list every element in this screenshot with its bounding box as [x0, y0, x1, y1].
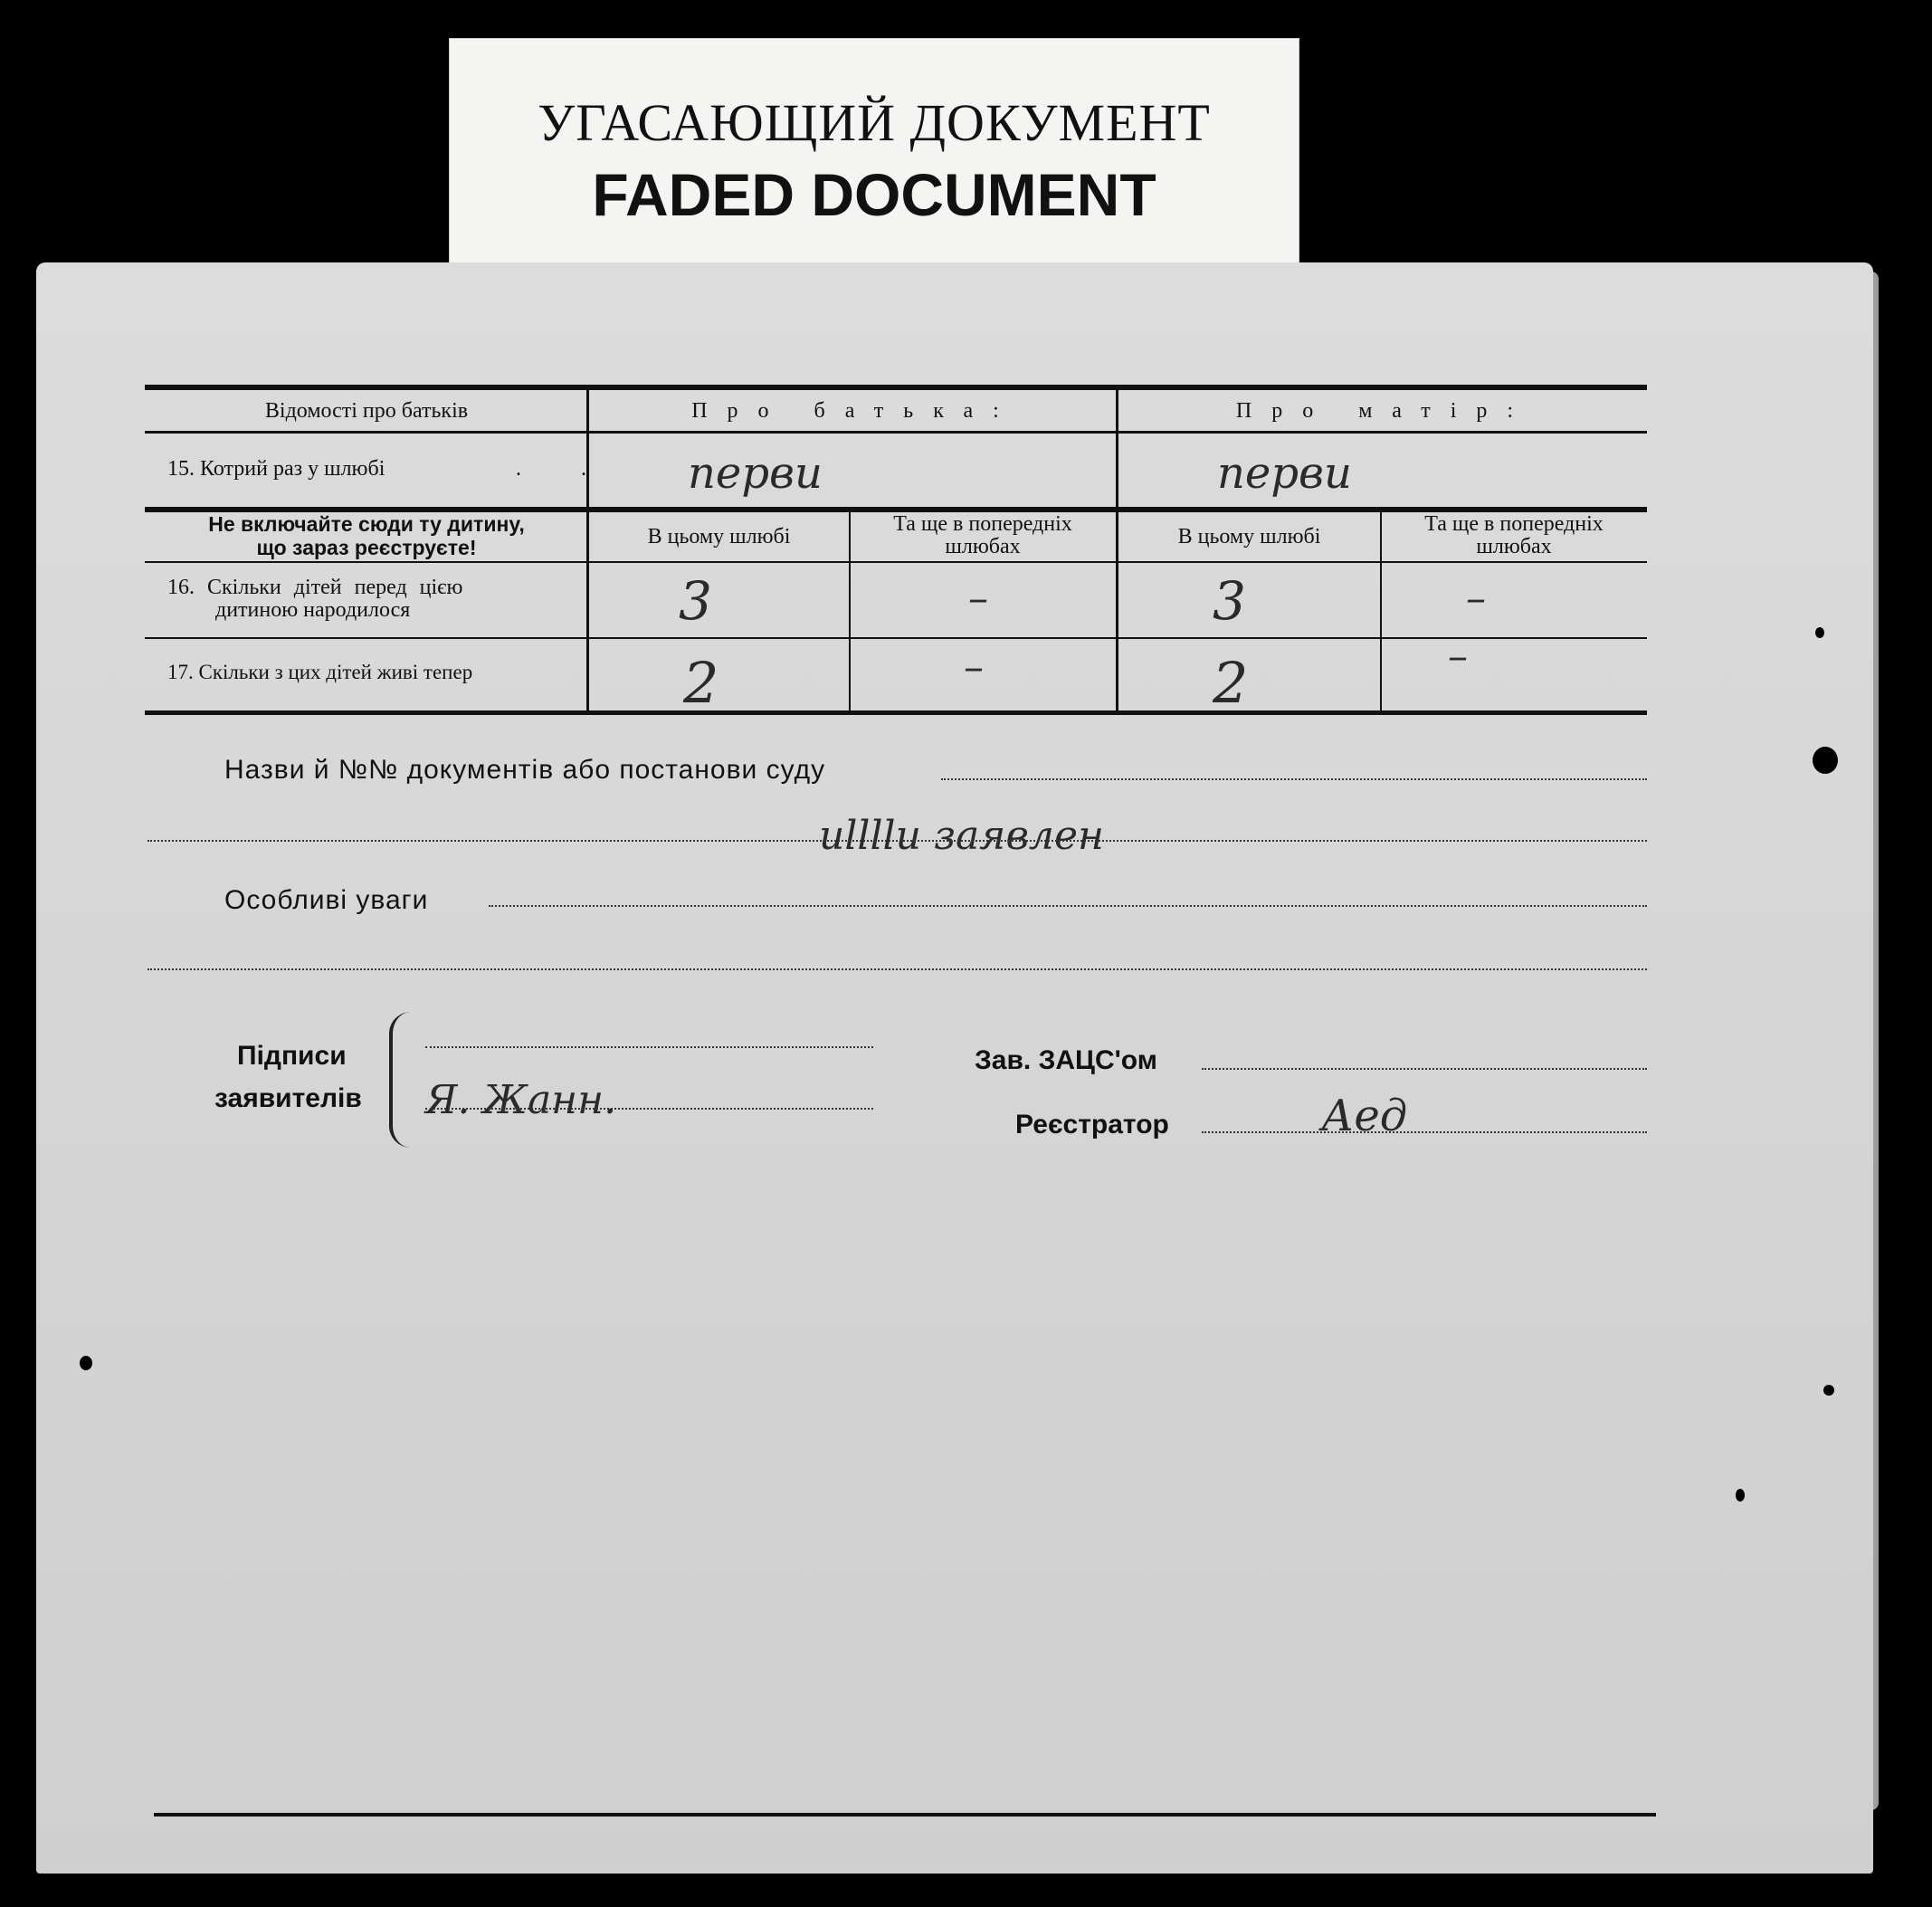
applicants-brace	[389, 1012, 411, 1148]
row17-mother-this: 2	[1213, 650, 1249, 716]
row17-father-prev: –	[964, 644, 984, 691]
row17-label: 17. Скільки з цих дітей живі тепер	[167, 661, 473, 683]
subheader-mother-prev-line1: Та ще в попередніх	[1424, 512, 1604, 536]
subheader-father-prev-line2: шлюбах	[945, 535, 1021, 558]
subheader-father-prev-line1: Та ще в попередніх	[893, 512, 1072, 536]
table-top-rule	[145, 385, 1647, 390]
documents-value: ullllu заявлен	[819, 813, 1104, 859]
table-row16-rule	[145, 637, 1647, 639]
row16-father-this: 3	[679, 570, 712, 632]
page-bottom-rule	[154, 1813, 1656, 1816]
remarks-dotted-line-2	[148, 968, 1647, 970]
registrar-label: Реєстратор	[1015, 1110, 1169, 1139]
binding-speck	[1823, 1385, 1834, 1396]
label-english: FADED DOCUMENT	[592, 161, 1156, 228]
row15-label: 15. Котрий раз у шлюбі	[167, 457, 385, 481]
table-header-rule	[145, 431, 1647, 434]
header-father: Про батька:	[691, 399, 1019, 423]
table-col-divider-3	[1116, 389, 1118, 712]
subheader-note-line2: що зараз реєструєте!	[256, 536, 477, 559]
applicants-label-line1: Підписи	[237, 1041, 347, 1071]
archive-label-slip	[449, 38, 1299, 273]
row16-label-line2: дитиною народилося	[215, 598, 411, 622]
row17-father-this: 2	[683, 650, 719, 716]
remarks-label: Особливі уваги	[224, 885, 429, 915]
registrar-signature: Аед	[1321, 1091, 1408, 1141]
subheader-note-line1: Не включайте сюди ту дитину,	[208, 512, 525, 536]
row16-label-line1: 16. Скільки дітей перед цією	[167, 576, 463, 599]
subheader-mother-prev-line2: шлюбах	[1476, 535, 1552, 558]
row15-father-value: перви	[688, 448, 823, 499]
row15-leader-dots: . .	[516, 457, 614, 481]
header-mother: Про матір:	[1235, 399, 1534, 423]
applicant-sig-line-1	[425, 1046, 873, 1048]
header-col1: Відомості про батьків	[264, 399, 469, 423]
row16-mother-prev: –	[1466, 576, 1486, 622]
row17-mother-prev: –	[1448, 634, 1468, 680]
row15-mother-value: перви	[1217, 448, 1352, 499]
binding-hole	[1813, 747, 1838, 774]
binding-speck	[1815, 627, 1824, 638]
binding-speck	[1736, 1489, 1745, 1502]
table-col-divider-1	[586, 389, 589, 712]
row16-father-prev: –	[968, 576, 988, 622]
applicant-sig-line-2	[425, 1108, 873, 1110]
subheader-father-this: В цьому шлюбі	[647, 525, 791, 548]
row16-mother-this: 3	[1213, 570, 1246, 632]
remarks-dotted-line-1	[489, 905, 1647, 907]
registrar-sig-line	[1202, 1131, 1647, 1133]
applicant-signature: Я. Жанн.	[425, 1077, 617, 1123]
subheader-mother-this: В цьому шлюбі	[1177, 525, 1321, 548]
documents-label: Назви й №№ документів або постанови суду	[224, 755, 826, 785]
documents-dotted-line-1	[941, 778, 1647, 780]
documents-dotted-line-2	[148, 840, 1647, 842]
head-label: Зав. ЗАЦС'ом	[975, 1045, 1157, 1075]
binding-speck	[80, 1356, 92, 1370]
label-russian: УГАСАЮЩИЙ ДОКУМЕНТ	[538, 93, 1211, 152]
applicants-label-line2: заявителів	[214, 1083, 362, 1113]
table-subheader-rule	[145, 561, 1647, 563]
head-sig-line	[1202, 1068, 1647, 1070]
table-bottom-rule	[145, 710, 1647, 715]
